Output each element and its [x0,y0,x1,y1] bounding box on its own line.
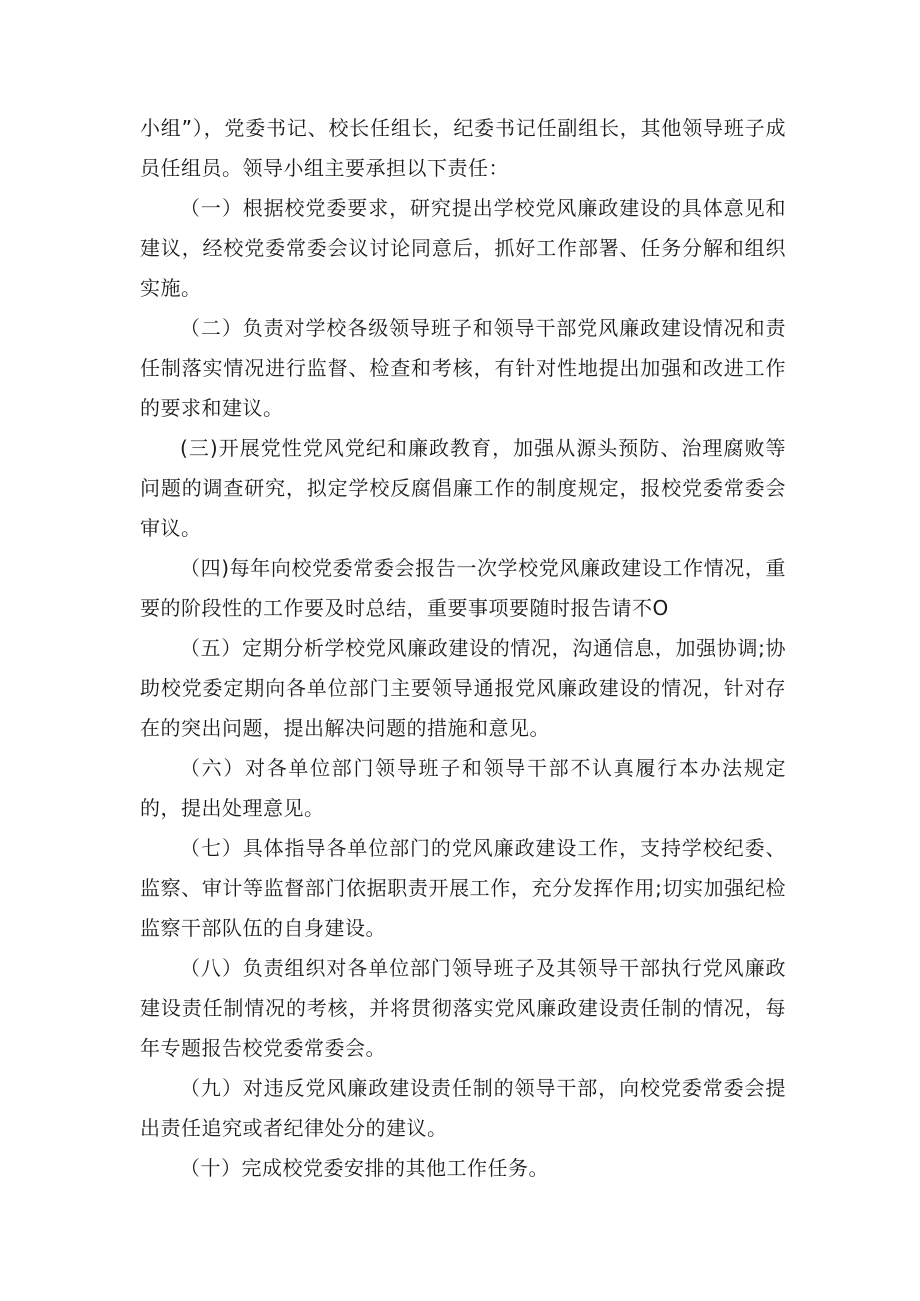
paragraph-item-5: （五）定期分析学校党风廉政建设的情况，沟通信息，加强协调;协助校党委定期向各单位部门主要领导通报党风廉政建设的情况，针对存在的突出问题，提出解决问题的措施和意见。 [140,636,786,740]
paragraph-item-1: （一）根据校党委要求，研究提出学校党风廉政建设的具体意见和建议，经校党委常委会议讨论同意后，抓好工作部署、任务分解和组织实施。 [140,196,786,300]
paragraph-item-3: (三)开展党性党风党纪和廉政教育，加强从源头预防、治理腐败等问题的调查研究，拟定学校反腐倡廉工作的制度规定，报校党委常委会审议。 [140,436,786,540]
paragraph-item-10: （十）完成校党委安排的其他工作任务。 [180,1156,549,1180]
paragraph-item-7: （七）具体指导各单位部门的党风廉政建设工作，支持学校纪委、监察、审计等监督部门依据职责开展工作，充分发挥作用;切实加强纪检监察干部队伍的自身建设。 [140,836,786,940]
paragraph-item-8: （八）负责组织对各单位部门领导班子及其领导干部执行党风廉政建设责任制情况的考核，并将贯彻落实党风廉政建设责任制的情况，每年专题报告校党委常委会。 [140,956,786,1060]
paragraph-item-6: （六）对各单位部门领导班子和领导干部不认真履行本办法规定的，提出处理意见。 [140,756,786,820]
paragraph-item-2: （二）负责对学校各级领导班子和领导干部党风廉政建设情况和责任制落实情况进行监督、检查和考核，有针对性地提出加强和改进工作的要求和建议。 [140,316,786,420]
document-body [140,108,786,1188]
paragraph-item-9: （九）对违反党风廉政建设责任制的领导干部，向校党委常委会提出责任追究或者纪律处分的建议。 [140,1076,786,1140]
paragraph-intro: 小组”），党委书记、校长任组长，纪委书记任副组长，其他领导班子成员任组员。领导小组主要承担以下责任： [140,116,786,180]
paragraph-item-4: （四)每年向校党委常委会报告一次学校党风廉政建设工作情况，重要的阶段性的工作要及时总结，重要事项要随时报告请不O [140,556,786,620]
